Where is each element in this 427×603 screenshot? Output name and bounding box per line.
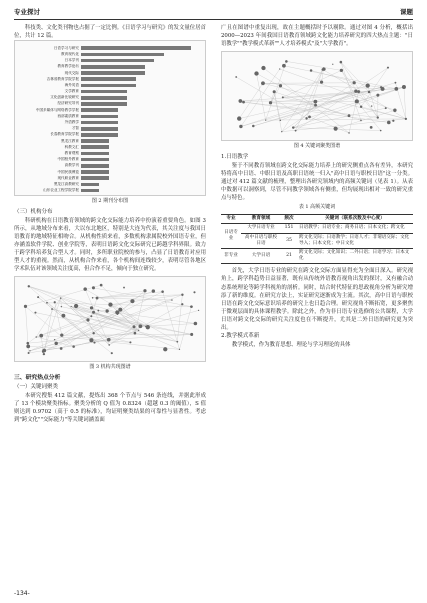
table-cell: 高中日语与职校日语 bbox=[241, 233, 281, 248]
graph-node bbox=[261, 82, 265, 86]
graph-node bbox=[97, 310, 99, 312]
graph-node bbox=[145, 326, 146, 327]
graph-node bbox=[26, 345, 30, 349]
graph-edge bbox=[241, 86, 368, 127]
figure-4-caption: 图 4 关键词聚类图谱 bbox=[293, 143, 341, 150]
bar bbox=[81, 121, 118, 125]
graph-node bbox=[100, 284, 103, 287]
subsection-heading: （一）关键词聚类 bbox=[14, 384, 59, 391]
subsection-heading: 1.日语教学 bbox=[221, 154, 249, 161]
graph-node bbox=[134, 332, 137, 335]
graph-node bbox=[111, 352, 113, 354]
graph-node bbox=[123, 287, 125, 289]
graph-edge bbox=[29, 287, 92, 317]
graph-node bbox=[357, 90, 360, 93]
bar bbox=[81, 127, 118, 131]
page-header bbox=[14, 6, 413, 20]
figure-3-network-graph bbox=[14, 276, 206, 362]
table-header: 频次 bbox=[281, 215, 297, 224]
graph-edge bbox=[177, 295, 182, 342]
graph-edge bbox=[29, 351, 45, 353]
network-graph-svg bbox=[15, 277, 207, 363]
paragraph: 鉴于不同教育领域在跨文化交际能力培养上的研究侧重点各有差异，本研究特将高中日语、中职日语及高职日语统一归入"高中日语与职校日语"这一分类。通过对 412 篇文献的梳理，整理出各研究领域内的高频关键词（见表 1）。从表中数据可以洞察到，尽管不同教学领域各有侧重，但均展现出相对一致的研究重点与特色。 bbox=[221, 162, 413, 202]
graph-edge bbox=[263, 83, 354, 84]
bar bbox=[81, 170, 109, 174]
graph-edge bbox=[404, 87, 406, 119]
table-cell: 跨文化交际；日语教学；日语人才；非谓语交际；文化导入；日本文化；中日文化 bbox=[297, 233, 413, 248]
table-cell: 大学日语专业 bbox=[241, 224, 281, 233]
bar-category-label: 黑龙江高教研究 bbox=[53, 181, 79, 186]
graph-node bbox=[190, 333, 193, 336]
bar-category-label: 文学教育 bbox=[64, 89, 79, 94]
graph-node bbox=[89, 338, 93, 342]
graph-node bbox=[74, 304, 78, 308]
graph-node bbox=[332, 64, 333, 65]
graph-node bbox=[254, 72, 258, 76]
graph-edge bbox=[282, 68, 324, 132]
graph-node bbox=[54, 342, 57, 345]
graph-node bbox=[360, 120, 362, 122]
graph-node bbox=[387, 121, 391, 125]
graph-edge bbox=[361, 68, 388, 107]
table-header: 专业 bbox=[221, 215, 241, 224]
graph-node bbox=[117, 314, 118, 315]
bar bbox=[81, 96, 127, 100]
graph-node bbox=[171, 300, 173, 302]
graph-node bbox=[368, 91, 371, 94]
graph-node bbox=[28, 285, 30, 287]
graph-node bbox=[138, 325, 142, 329]
bar bbox=[81, 158, 109, 162]
bar bbox=[81, 133, 118, 137]
graph-node bbox=[42, 351, 45, 354]
graph-node bbox=[92, 311, 95, 314]
bar-category-label: 中国多媒体与网络教学学报 bbox=[35, 107, 79, 112]
graph-node bbox=[24, 305, 27, 308]
graph-node bbox=[194, 322, 198, 326]
bar-category-label: 经济研究导刊 bbox=[57, 101, 79, 106]
graph-node bbox=[108, 344, 110, 346]
graph-node bbox=[129, 342, 131, 344]
bar-category-label: 山东农业工程学院学报 bbox=[43, 188, 79, 193]
table-cell: 非专业 bbox=[221, 248, 241, 263]
table-1-caption: 表 1 高频关键词 bbox=[298, 204, 336, 211]
section-heading: 三、研究热点分析 bbox=[14, 375, 61, 382]
graph-node bbox=[118, 308, 122, 312]
figure-3-caption: 图 3 机构共现图谱 bbox=[89, 364, 131, 371]
graph-edge bbox=[257, 74, 316, 106]
bar bbox=[81, 46, 191, 50]
figure-2-bar-chart bbox=[14, 40, 206, 196]
graph-node bbox=[395, 82, 397, 84]
graph-node bbox=[334, 127, 338, 131]
graph-node bbox=[366, 84, 370, 88]
bar bbox=[81, 71, 145, 75]
graph-node bbox=[92, 332, 94, 334]
graph-node bbox=[105, 310, 108, 313]
graph-node bbox=[72, 346, 75, 349]
graph-edge bbox=[29, 287, 118, 313]
graph-node bbox=[60, 298, 61, 299]
graph-node bbox=[282, 97, 284, 99]
graph-node bbox=[96, 297, 99, 300]
graph-node bbox=[305, 117, 307, 119]
graph-node bbox=[261, 66, 265, 70]
graph-node bbox=[282, 64, 286, 68]
graph-node bbox=[152, 290, 155, 293]
graph-node bbox=[46, 302, 48, 304]
graph-node bbox=[376, 94, 379, 97]
graph-edge bbox=[110, 305, 145, 327]
figure-2-caption: 图 2 期刊分布图 bbox=[91, 198, 129, 205]
graph-node bbox=[190, 306, 193, 309]
graph-node bbox=[279, 69, 280, 70]
bar bbox=[81, 183, 99, 187]
graph-node bbox=[242, 101, 245, 104]
graph-node bbox=[130, 299, 134, 303]
bar bbox=[81, 152, 109, 156]
graph-edge bbox=[266, 119, 406, 120]
bar bbox=[81, 90, 127, 94]
paragraph: 教学模式，作为教育思想、理论与学习理论的具体 bbox=[231, 341, 351, 348]
graph-node bbox=[313, 100, 317, 104]
paragraph: 首先，大学日语专业的研究在跨文化交际方面显得充为全面日深入。研究视角上，跨学科趋势日益显著，既有从传统外语教育视角出发的探讨，又有融合动态系统理论等跨学科视角的剖析。同时，结合时代特征的思政视角分析为研究增添了新的维度。在研究方法上，实证研究逐渐成为主流。其次，高中日语与职校日语在跨文化交际意识培养的研究上也日趋合理。研究视角不断拓宽，更多聚焦于微观层面的具体课程教学。除此之外，作为非日语专业选修的公共课程，大学日语对跨文化交际的研究关注度也在不断提升，尤其是二外日语的研究更为突出。 bbox=[221, 268, 413, 332]
bar bbox=[81, 108, 118, 112]
bar-chart-body bbox=[15, 45, 201, 194]
graph-node bbox=[161, 291, 164, 294]
table-cell: 跨文化交际；文化知识；二外日语；日语学习；日本文化 bbox=[297, 248, 413, 263]
graph-node bbox=[92, 297, 94, 299]
table-cell: 21 bbox=[281, 248, 297, 263]
graph-node bbox=[29, 350, 30, 351]
bar-category-label: 现代交际 bbox=[64, 70, 79, 75]
bar-category-label: 教育教学论坛 bbox=[57, 64, 79, 69]
graph-edge bbox=[284, 66, 396, 89]
bar-category-label: 才智 bbox=[71, 126, 79, 131]
graph-node bbox=[295, 130, 297, 132]
graph-edge bbox=[146, 324, 196, 327]
graph-node bbox=[133, 326, 136, 329]
graph-edge bbox=[28, 337, 36, 343]
graph-node bbox=[92, 287, 95, 290]
graph-node bbox=[93, 342, 95, 344]
graph-node bbox=[370, 126, 373, 129]
graph-node bbox=[28, 352, 30, 354]
graph-node bbox=[163, 347, 167, 351]
graph-node bbox=[292, 127, 294, 129]
graph-node bbox=[90, 315, 92, 317]
graph-node bbox=[239, 125, 242, 128]
paragraph: 科研机构在日语教育领域的跨文化交际能力培养中扮演着重要角色。如图 3 所示，从地域分布来看，大以东北地区，特别是大连为代表，其关注度与我国日语教育的地域特征相吻合。从机构性质来看，多数机构隶属院校外国语专业，但亦涵盖软件学院、创业学院等，表明日语跨文化交际研究已跨越学科界限。致力于跨学科培养复合型人才。同时，多所职业院校的参与，凸显了日语教育对应用型人才的重视。然而，从机构合作来看，各个机构间连线较少，表明尽管各地区学术队伍对该领域关注度高，但合作不足，倾向于独立研究。 bbox=[14, 217, 206, 273]
graph-node bbox=[235, 76, 237, 78]
bar-category-label: 现代职业教育 bbox=[57, 175, 79, 180]
paragraph: 广且在图谱中重复出现，故在主题概括时予以剔除。通过对图 4 分析，概括出 2000—2023 年间我国日语教育领域跨文化能力培养研究的四大热点主题："日语教学""教学模式革新""人才培养模式"及"大学教育"。 bbox=[221, 25, 413, 48]
bar bbox=[81, 65, 145, 69]
graph-node bbox=[405, 118, 407, 120]
graph-node bbox=[323, 68, 324, 69]
bar-row bbox=[15, 188, 201, 194]
graph-node bbox=[61, 306, 62, 307]
bar-category-label: 海外英语 bbox=[64, 82, 79, 87]
graph-edge bbox=[239, 91, 356, 118]
page-number: -134- bbox=[14, 590, 30, 597]
bar bbox=[81, 102, 127, 106]
graph-node bbox=[360, 106, 362, 108]
graph-node bbox=[252, 125, 255, 128]
table-cell: 日语教学；日语专业；商务日语；日本文化；跨文化 bbox=[297, 224, 413, 233]
bar-category-label: 科教文汇 bbox=[64, 144, 79, 149]
graph-node bbox=[308, 116, 311, 119]
graph-edge bbox=[61, 298, 62, 307]
graph-edge bbox=[266, 62, 287, 121]
graph-node bbox=[314, 104, 317, 107]
header-left: 专业探讨 bbox=[14, 8, 40, 16]
subsection-heading: 2.教学模式革新 bbox=[221, 333, 260, 340]
graph-node bbox=[34, 312, 36, 314]
graph-node bbox=[181, 303, 183, 305]
graph-node bbox=[61, 314, 65, 318]
graph-node bbox=[279, 84, 282, 87]
table-cell: 151 bbox=[281, 224, 297, 233]
graph-node bbox=[54, 339, 55, 340]
graph-node bbox=[392, 120, 394, 122]
bar bbox=[81, 84, 136, 88]
graph-node bbox=[354, 90, 357, 93]
graph-node bbox=[138, 330, 139, 331]
graph-node bbox=[385, 107, 387, 109]
graph-edge bbox=[282, 119, 406, 132]
graph-node bbox=[387, 67, 389, 69]
bar-category-label: 教育观察 bbox=[64, 150, 79, 155]
table-row bbox=[221, 233, 413, 248]
bar-category-label: 外语教学 bbox=[64, 120, 79, 125]
graph-node bbox=[348, 132, 350, 134]
graph-edge bbox=[241, 69, 280, 126]
table-cell: 35 bbox=[281, 233, 297, 248]
bar-category-label: 西部素质教育 bbox=[57, 113, 79, 118]
table-header: 关键词（联系次数及中心度） bbox=[297, 215, 413, 224]
graph-edge bbox=[179, 307, 191, 350]
bar-category-label: 长春教育学院学报 bbox=[50, 132, 79, 137]
graph-edge bbox=[349, 92, 359, 133]
graph-edge bbox=[316, 105, 349, 116]
right-column bbox=[221, 24, 413, 349]
graph-node bbox=[146, 325, 150, 329]
graph-node bbox=[239, 99, 243, 103]
header-right: 课题 bbox=[400, 8, 413, 16]
bar bbox=[81, 189, 99, 193]
graph-node bbox=[394, 87, 398, 91]
graph-node bbox=[108, 303, 112, 307]
graph-node bbox=[265, 120, 266, 121]
graph-node bbox=[340, 69, 343, 72]
graph-node bbox=[353, 81, 356, 84]
paragraph: 科技类、文化类刊物也占据了一定比例。《日语学习与研究》的发文量位居首位，共计 12 篇。 bbox=[14, 25, 206, 40]
bar bbox=[81, 176, 109, 180]
bar-category-label: 教育现代化 bbox=[61, 51, 79, 56]
graph-node bbox=[381, 87, 385, 91]
section-heading: （三）机构分布 bbox=[14, 209, 53, 216]
graph-node bbox=[371, 106, 372, 107]
graph-node bbox=[310, 69, 313, 72]
graph-node bbox=[355, 100, 359, 104]
table-row bbox=[221, 224, 413, 233]
graph-node bbox=[320, 81, 323, 84]
graph-node bbox=[83, 288, 87, 292]
left-column bbox=[14, 24, 206, 424]
bar bbox=[81, 139, 109, 143]
table-header: 教育领域 bbox=[241, 215, 281, 224]
graph-node bbox=[71, 306, 72, 307]
graph-node bbox=[181, 294, 183, 296]
table-1 bbox=[221, 214, 413, 264]
graph-node bbox=[340, 61, 343, 64]
graph-node bbox=[281, 131, 282, 132]
graph-node bbox=[380, 130, 382, 132]
bar-category-label: 日语学习与研究 bbox=[53, 45, 79, 50]
table-row bbox=[221, 248, 413, 263]
bar bbox=[81, 59, 154, 63]
graph-node bbox=[193, 292, 195, 294]
graph-node bbox=[60, 347, 63, 350]
graph-node bbox=[86, 319, 89, 322]
graph-edge bbox=[61, 307, 191, 335]
graph-edge bbox=[280, 92, 358, 121]
graph-node bbox=[273, 90, 276, 93]
graph-node bbox=[90, 307, 93, 310]
graph-node bbox=[35, 337, 37, 339]
graph-edge bbox=[286, 62, 341, 71]
bar bbox=[81, 145, 109, 149]
cluster-map-svg bbox=[222, 52, 414, 142]
graph-node bbox=[39, 334, 43, 338]
graph-node bbox=[143, 289, 146, 292]
graph-edge bbox=[55, 302, 62, 335]
bar bbox=[81, 77, 136, 81]
graph-node bbox=[285, 60, 288, 63]
bar-category-label: 日本学刊 bbox=[64, 58, 79, 63]
graph-edge bbox=[71, 307, 195, 324]
bar-category-label: 中国校外教育 bbox=[57, 157, 79, 162]
bar-category-label: 吉林省教育学院学报 bbox=[46, 76, 79, 81]
bar-category-label: 中国民族博览 bbox=[57, 169, 79, 174]
graph-node bbox=[43, 353, 45, 355]
graph-node bbox=[280, 120, 281, 121]
bar bbox=[81, 164, 109, 168]
bar-category-label: 黑龙江教育 bbox=[61, 138, 79, 143]
graph-node bbox=[377, 117, 379, 119]
table-cell: 日语专业 bbox=[221, 224, 241, 249]
graph-node bbox=[348, 115, 351, 118]
graph-node bbox=[26, 342, 29, 345]
figure-4-cluster-map bbox=[221, 51, 413, 141]
table-cell: 大学日语 bbox=[241, 248, 281, 263]
graph-node bbox=[179, 349, 180, 350]
graph-node bbox=[402, 85, 406, 89]
bar bbox=[81, 115, 118, 119]
bar-category-label: 文化创新比较研究 bbox=[50, 95, 79, 100]
graph-node bbox=[393, 109, 396, 112]
graph-edge bbox=[43, 292, 162, 352]
graph-node bbox=[107, 338, 111, 342]
bar bbox=[81, 53, 164, 57]
graph-node bbox=[37, 296, 39, 298]
graph-node bbox=[176, 341, 178, 343]
graph-node bbox=[237, 117, 241, 121]
paragraph: 本研究搜集 412 篇文献，提炼出 368 个节点与 546 条连线，并据此形成了 13 个模块聚类指标。聚类分析的 Q 值为 0.8324（超越 0.3 的阈值），S 值则达到 0.9702（高于 0.5 的标准），均证明聚类结果的可靠性与显著性。考虑到"跨文化""交际能力"等关键词涵盖面 bbox=[14, 392, 206, 423]
graph-node bbox=[60, 334, 63, 337]
graph-node bbox=[198, 310, 199, 311]
graph-node bbox=[51, 308, 53, 310]
bar-category-label: 高教学刊 bbox=[64, 163, 79, 168]
graph-node bbox=[54, 301, 56, 303]
graph-edge bbox=[30, 313, 117, 351]
graph-node bbox=[269, 101, 272, 104]
